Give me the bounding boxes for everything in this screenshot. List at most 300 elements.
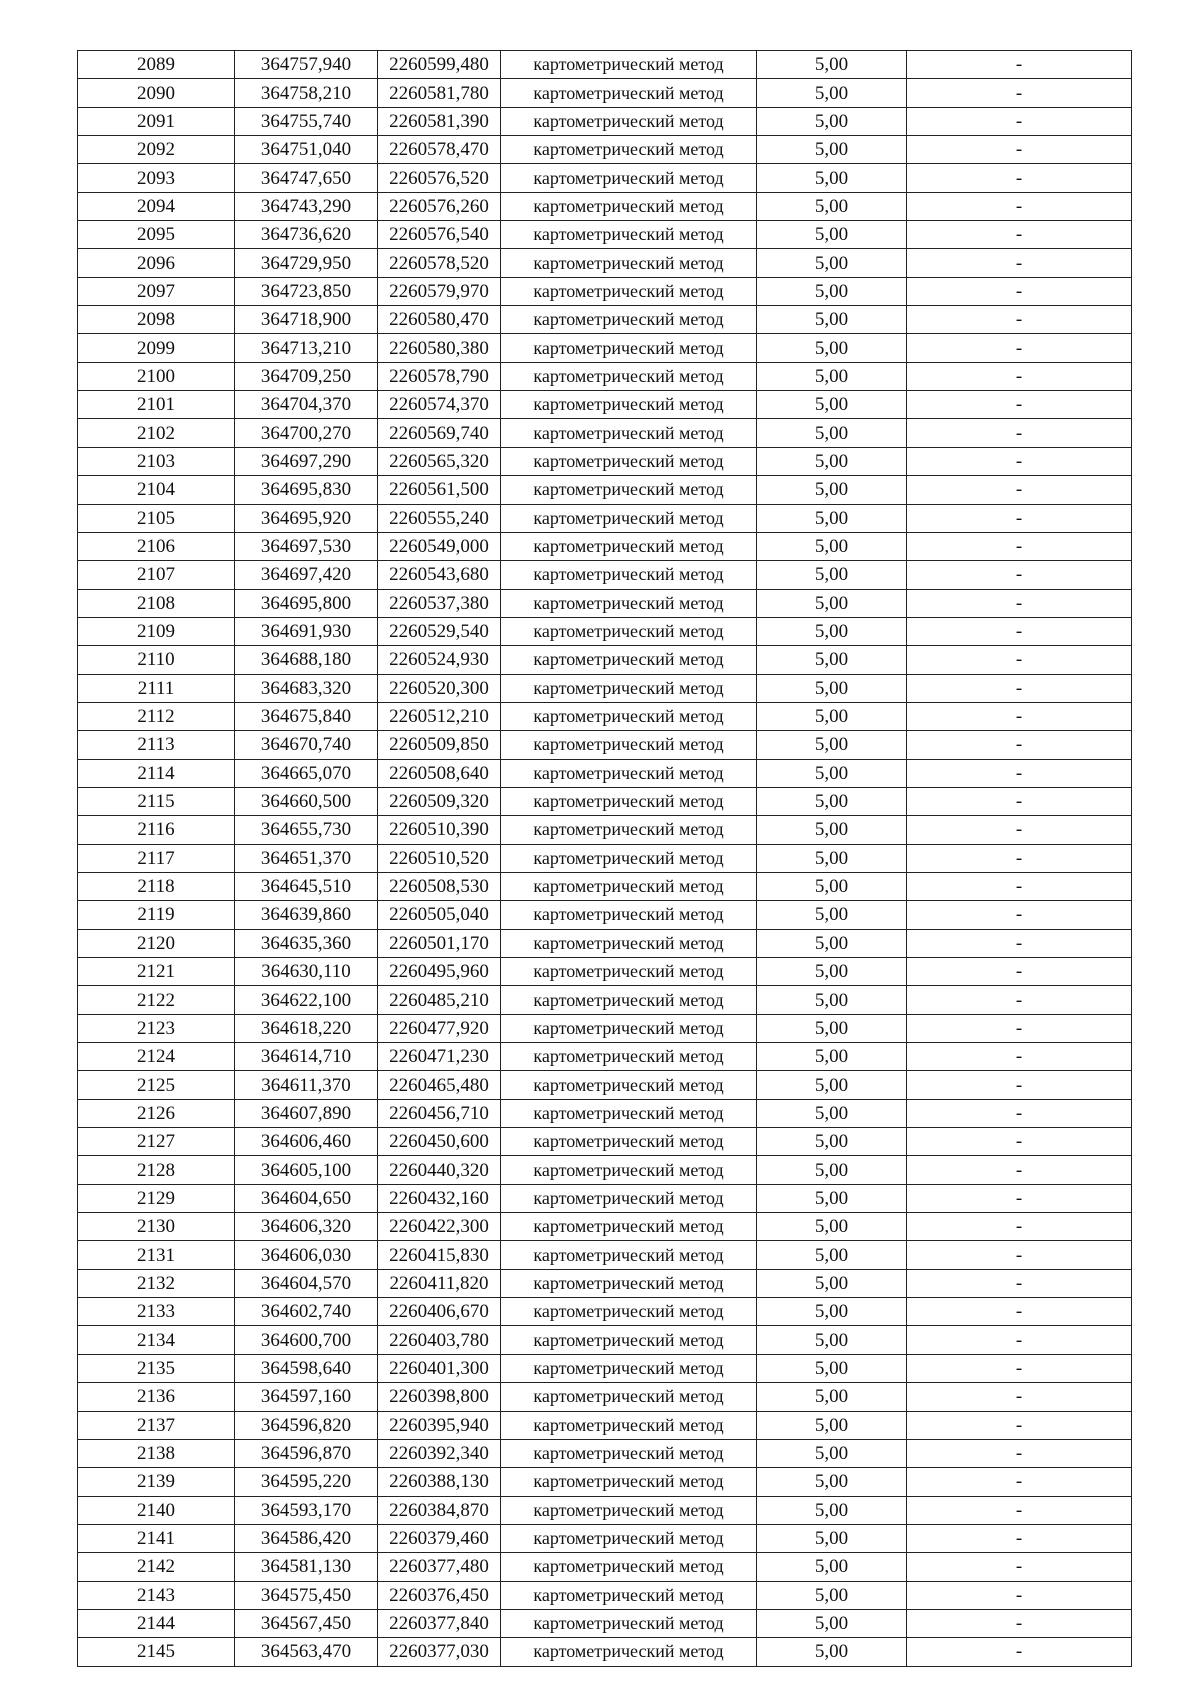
- description-cell: -: [907, 164, 1132, 192]
- y-coordinate-cell: 2260565,320: [378, 447, 501, 475]
- point-number-cell: 2138: [78, 1439, 235, 1467]
- description-cell: -: [907, 958, 1132, 986]
- accuracy-cell: 5,00: [757, 787, 907, 815]
- method-cell: картометрический метод: [501, 249, 757, 277]
- table-row: [78, 362, 1132, 390]
- x-coordinate-cell: 364697,530: [235, 532, 378, 560]
- x-coordinate-cell: 364683,320: [235, 674, 378, 702]
- y-coordinate-cell: 2260509,850: [378, 731, 501, 759]
- method-cell: картометрический метод: [501, 1468, 757, 1496]
- y-coordinate-cell: 2260580,380: [378, 334, 501, 362]
- x-coordinate-cell: 364695,800: [235, 589, 378, 617]
- table-row: [78, 1383, 1132, 1411]
- point-number-cell: 2103: [78, 447, 235, 475]
- accuracy-cell: 5,00: [757, 901, 907, 929]
- description-cell: -: [907, 476, 1132, 504]
- y-coordinate-cell: 2260377,840: [378, 1609, 501, 1637]
- method-cell: картометрический метод: [501, 532, 757, 560]
- accuracy-cell: 5,00: [757, 1298, 907, 1326]
- description-cell: -: [907, 504, 1132, 532]
- accuracy-cell: 5,00: [757, 986, 907, 1014]
- y-coordinate-cell: 2260508,640: [378, 759, 501, 787]
- point-number-cell: 2121: [78, 958, 235, 986]
- accuracy-cell: 5,00: [757, 929, 907, 957]
- point-number-cell: 2135: [78, 1354, 235, 1382]
- point-number-cell: 2119: [78, 901, 235, 929]
- method-cell: картометрический метод: [501, 1439, 757, 1467]
- accuracy-cell: 5,00: [757, 1014, 907, 1042]
- method-cell: картометрический метод: [501, 787, 757, 815]
- accuracy-cell: 5,00: [757, 589, 907, 617]
- y-coordinate-cell: 2260495,960: [378, 958, 501, 986]
- method-cell: картометрический метод: [501, 164, 757, 192]
- table-row: [78, 1326, 1132, 1354]
- accuracy-cell: 5,00: [757, 1638, 907, 1666]
- y-coordinate-cell: 2260581,780: [378, 79, 501, 107]
- description-cell: -: [907, 1468, 1132, 1496]
- description-cell: -: [907, 136, 1132, 164]
- accuracy-cell: 5,00: [757, 1524, 907, 1552]
- point-number-cell: 2096: [78, 249, 235, 277]
- y-coordinate-cell: 2260524,930: [378, 646, 501, 674]
- y-coordinate-cell: 2260432,160: [378, 1184, 501, 1212]
- description-cell: -: [907, 872, 1132, 900]
- y-coordinate-cell: 2260485,210: [378, 986, 501, 1014]
- y-coordinate-cell: 2260578,470: [378, 136, 501, 164]
- table-row: [78, 107, 1132, 135]
- description-cell: -: [907, 561, 1132, 589]
- x-coordinate-cell: 364660,500: [235, 787, 378, 815]
- method-cell: картометрический метод: [501, 1014, 757, 1042]
- method-cell: картометрический метод: [501, 731, 757, 759]
- description-cell: -: [907, 1184, 1132, 1212]
- description-cell: -: [907, 646, 1132, 674]
- y-coordinate-cell: 2260376,450: [378, 1581, 501, 1609]
- x-coordinate-cell: 364670,740: [235, 731, 378, 759]
- x-coordinate-cell: 364645,510: [235, 872, 378, 900]
- method-cell: картометрический метод: [501, 1043, 757, 1071]
- table-row: [78, 1298, 1132, 1326]
- method-cell: картометрический метод: [501, 476, 757, 504]
- description-cell: -: [907, 1553, 1132, 1581]
- x-coordinate-cell: 364622,100: [235, 986, 378, 1014]
- accuracy-cell: 5,00: [757, 107, 907, 135]
- point-number-cell: 2140: [78, 1496, 235, 1524]
- x-coordinate-cell: 364755,740: [235, 107, 378, 135]
- x-coordinate-cell: 364743,290: [235, 192, 378, 220]
- description-cell: -: [907, 731, 1132, 759]
- point-number-cell: 2097: [78, 277, 235, 305]
- accuracy-cell: 5,00: [757, 759, 907, 787]
- description-cell: -: [907, 1298, 1132, 1326]
- table-row: [78, 617, 1132, 645]
- method-cell: картометрический метод: [501, 1156, 757, 1184]
- accuracy-cell: 5,00: [757, 1326, 907, 1354]
- x-coordinate-cell: 364595,220: [235, 1468, 378, 1496]
- point-number-cell: 2106: [78, 532, 235, 560]
- point-number-cell: 2127: [78, 1128, 235, 1156]
- x-coordinate-cell: 364723,850: [235, 277, 378, 305]
- x-coordinate-cell: 364655,730: [235, 816, 378, 844]
- x-coordinate-cell: 364691,930: [235, 617, 378, 645]
- x-coordinate-cell: 364611,370: [235, 1071, 378, 1099]
- description-cell: -: [907, 1071, 1132, 1099]
- table-row: [78, 816, 1132, 844]
- accuracy-cell: 5,00: [757, 1354, 907, 1382]
- point-number-cell: 2122: [78, 986, 235, 1014]
- x-coordinate-cell: 364635,360: [235, 929, 378, 957]
- table-row: [78, 79, 1132, 107]
- x-coordinate-cell: 364605,100: [235, 1156, 378, 1184]
- point-number-cell: 2144: [78, 1609, 235, 1637]
- point-number-cell: 2145: [78, 1638, 235, 1666]
- description-cell: -: [907, 1609, 1132, 1637]
- description-cell: -: [907, 787, 1132, 815]
- table-row: [78, 221, 1132, 249]
- table-row: [78, 192, 1132, 220]
- description-cell: -: [907, 1099, 1132, 1127]
- table-row: [78, 391, 1132, 419]
- method-cell: картометрический метод: [501, 958, 757, 986]
- point-number-cell: 2139: [78, 1468, 235, 1496]
- method-cell: картометрический метод: [501, 1241, 757, 1269]
- coordinates-table: [77, 50, 1132, 1667]
- accuracy-cell: 5,00: [757, 731, 907, 759]
- table-row: [78, 561, 1132, 589]
- table-row: [78, 787, 1132, 815]
- y-coordinate-cell: 2260569,740: [378, 419, 501, 447]
- method-cell: картометрический метод: [501, 1298, 757, 1326]
- table-row: [78, 334, 1132, 362]
- accuracy-cell: 5,00: [757, 1128, 907, 1156]
- method-cell: картометрический метод: [501, 1128, 757, 1156]
- description-cell: -: [907, 419, 1132, 447]
- x-coordinate-cell: 364675,840: [235, 702, 378, 730]
- accuracy-cell: 5,00: [757, 872, 907, 900]
- y-coordinate-cell: 2260465,480: [378, 1071, 501, 1099]
- description-cell: -: [907, 1411, 1132, 1439]
- accuracy-cell: 5,00: [757, 504, 907, 532]
- description-cell: -: [907, 759, 1132, 787]
- point-number-cell: 2143: [78, 1581, 235, 1609]
- point-number-cell: 2133: [78, 1298, 235, 1326]
- description-cell: -: [907, 1128, 1132, 1156]
- description-cell: -: [907, 589, 1132, 617]
- x-coordinate-cell: 364607,890: [235, 1099, 378, 1127]
- table-row: [78, 759, 1132, 787]
- description-cell: -: [907, 192, 1132, 220]
- y-coordinate-cell: 2260576,520: [378, 164, 501, 192]
- point-number-cell: 2094: [78, 192, 235, 220]
- description-cell: -: [907, 277, 1132, 305]
- y-coordinate-cell: 2260579,970: [378, 277, 501, 305]
- table-row: [78, 958, 1132, 986]
- accuracy-cell: 5,00: [757, 1439, 907, 1467]
- y-coordinate-cell: 2260406,670: [378, 1298, 501, 1326]
- x-coordinate-cell: 364757,940: [235, 51, 378, 79]
- point-number-cell: 2092: [78, 136, 235, 164]
- description-cell: -: [907, 844, 1132, 872]
- y-coordinate-cell: 2260377,480: [378, 1553, 501, 1581]
- accuracy-cell: 5,00: [757, 1383, 907, 1411]
- y-coordinate-cell: 2260505,040: [378, 901, 501, 929]
- y-coordinate-cell: 2260392,340: [378, 1439, 501, 1467]
- table-row: [78, 986, 1132, 1014]
- table-row: [78, 1184, 1132, 1212]
- description-cell: -: [907, 1043, 1132, 1071]
- accuracy-cell: 5,00: [757, 249, 907, 277]
- description-cell: -: [907, 1269, 1132, 1297]
- y-coordinate-cell: 2260580,470: [378, 306, 501, 334]
- method-cell: картометрический метод: [501, 929, 757, 957]
- point-number-cell: 2117: [78, 844, 235, 872]
- table-row: [78, 1354, 1132, 1382]
- accuracy-cell: 5,00: [757, 306, 907, 334]
- point-number-cell: 2100: [78, 362, 235, 390]
- x-coordinate-cell: 364718,900: [235, 306, 378, 334]
- y-coordinate-cell: 2260512,210: [378, 702, 501, 730]
- description-cell: -: [907, 986, 1132, 1014]
- description-cell: -: [907, 447, 1132, 475]
- method-cell: картометрический метод: [501, 702, 757, 730]
- x-coordinate-cell: 364567,450: [235, 1609, 378, 1637]
- accuracy-cell: 5,00: [757, 1581, 907, 1609]
- method-cell: картометрический метод: [501, 136, 757, 164]
- method-cell: картометрический метод: [501, 589, 757, 617]
- method-cell: картометрический метод: [501, 1609, 757, 1637]
- table-row: [78, 1156, 1132, 1184]
- table-row: [78, 674, 1132, 702]
- description-cell: -: [907, 929, 1132, 957]
- point-number-cell: 2134: [78, 1326, 235, 1354]
- accuracy-cell: 5,00: [757, 391, 907, 419]
- accuracy-cell: 5,00: [757, 192, 907, 220]
- method-cell: картометрический метод: [501, 51, 757, 79]
- accuracy-cell: 5,00: [757, 1468, 907, 1496]
- method-cell: картометрический метод: [501, 79, 757, 107]
- y-coordinate-cell: 2260599,480: [378, 51, 501, 79]
- description-cell: -: [907, 1581, 1132, 1609]
- y-coordinate-cell: 2260477,920: [378, 1014, 501, 1042]
- x-coordinate-cell: 364729,950: [235, 249, 378, 277]
- table-row: [78, 929, 1132, 957]
- y-coordinate-cell: 2260549,000: [378, 532, 501, 560]
- y-coordinate-cell: 2260509,320: [378, 787, 501, 815]
- table-row: [78, 1241, 1132, 1269]
- accuracy-cell: 5,00: [757, 646, 907, 674]
- accuracy-cell: 5,00: [757, 1241, 907, 1269]
- point-number-cell: 2098: [78, 306, 235, 334]
- y-coordinate-cell: 2260578,790: [378, 362, 501, 390]
- accuracy-cell: 5,00: [757, 1071, 907, 1099]
- method-cell: картометрический метод: [501, 334, 757, 362]
- x-coordinate-cell: 364606,030: [235, 1241, 378, 1269]
- accuracy-cell: 5,00: [757, 958, 907, 986]
- method-cell: картометрический метод: [501, 1383, 757, 1411]
- description-cell: -: [907, 1638, 1132, 1666]
- table-row: [78, 1439, 1132, 1467]
- description-cell: -: [907, 79, 1132, 107]
- method-cell: картометрический метод: [501, 646, 757, 674]
- x-coordinate-cell: 364606,460: [235, 1128, 378, 1156]
- y-coordinate-cell: 2260377,030: [378, 1638, 501, 1666]
- x-coordinate-cell: 364606,320: [235, 1213, 378, 1241]
- point-number-cell: 2109: [78, 617, 235, 645]
- accuracy-cell: 5,00: [757, 1411, 907, 1439]
- accuracy-cell: 5,00: [757, 221, 907, 249]
- x-coordinate-cell: 364581,130: [235, 1553, 378, 1581]
- description-cell: -: [907, 1326, 1132, 1354]
- method-cell: картометрический метод: [501, 391, 757, 419]
- method-cell: картометрический метод: [501, 1496, 757, 1524]
- point-number-cell: 2102: [78, 419, 235, 447]
- accuracy-cell: 5,00: [757, 1043, 907, 1071]
- point-number-cell: 2105: [78, 504, 235, 532]
- accuracy-cell: 5,00: [757, 617, 907, 645]
- accuracy-cell: 5,00: [757, 1496, 907, 1524]
- point-number-cell: 2115: [78, 787, 235, 815]
- point-number-cell: 2125: [78, 1071, 235, 1099]
- method-cell: картометрический метод: [501, 1581, 757, 1609]
- x-coordinate-cell: 364639,860: [235, 901, 378, 929]
- point-number-cell: 2113: [78, 731, 235, 759]
- table-row: [78, 136, 1132, 164]
- y-coordinate-cell: 2260456,710: [378, 1099, 501, 1127]
- description-cell: -: [907, 391, 1132, 419]
- point-number-cell: 2116: [78, 816, 235, 844]
- point-number-cell: 2107: [78, 561, 235, 589]
- y-coordinate-cell: 2260398,800: [378, 1383, 501, 1411]
- method-cell: картометрический метод: [501, 1524, 757, 1552]
- point-number-cell: 2137: [78, 1411, 235, 1439]
- description-cell: -: [907, 107, 1132, 135]
- table-row: [78, 731, 1132, 759]
- table-row: [78, 1269, 1132, 1297]
- description-cell: -: [907, 306, 1132, 334]
- table-row: [78, 901, 1132, 929]
- point-number-cell: 2093: [78, 164, 235, 192]
- method-cell: картометрический метод: [501, 561, 757, 589]
- point-number-cell: 2136: [78, 1383, 235, 1411]
- description-cell: -: [907, 674, 1132, 702]
- method-cell: картометрический метод: [501, 362, 757, 390]
- point-number-cell: 2128: [78, 1156, 235, 1184]
- y-coordinate-cell: 2260576,260: [378, 192, 501, 220]
- x-coordinate-cell: 364713,210: [235, 334, 378, 362]
- table-row: [78, 164, 1132, 192]
- x-coordinate-cell: 364751,040: [235, 136, 378, 164]
- y-coordinate-cell: 2260403,780: [378, 1326, 501, 1354]
- y-coordinate-cell: 2260543,680: [378, 561, 501, 589]
- method-cell: картометрический метод: [501, 617, 757, 645]
- method-cell: картометрический метод: [501, 1326, 757, 1354]
- x-coordinate-cell: 364688,180: [235, 646, 378, 674]
- y-coordinate-cell: 2260537,380: [378, 589, 501, 617]
- y-coordinate-cell: 2260388,130: [378, 1468, 501, 1496]
- point-number-cell: 2111: [78, 674, 235, 702]
- x-coordinate-cell: 364586,420: [235, 1524, 378, 1552]
- x-coordinate-cell: 364618,220: [235, 1014, 378, 1042]
- point-number-cell: 2095: [78, 221, 235, 249]
- description-cell: -: [907, 1156, 1132, 1184]
- x-coordinate-cell: 364736,620: [235, 221, 378, 249]
- x-coordinate-cell: 364597,160: [235, 1383, 378, 1411]
- table-row: [78, 1581, 1132, 1609]
- method-cell: картометрический метод: [501, 1354, 757, 1382]
- method-cell: картометрический метод: [501, 986, 757, 1014]
- method-cell: картометрический метод: [501, 192, 757, 220]
- description-cell: -: [907, 532, 1132, 560]
- description-cell: -: [907, 617, 1132, 645]
- method-cell: картометрический метод: [501, 1071, 757, 1099]
- table-row: [78, 504, 1132, 532]
- table-row: [78, 1468, 1132, 1496]
- point-number-cell: 2131: [78, 1241, 235, 1269]
- y-coordinate-cell: 2260578,520: [378, 249, 501, 277]
- table-row: [78, 1043, 1132, 1071]
- table-row: [78, 476, 1132, 504]
- y-coordinate-cell: 2260581,390: [378, 107, 501, 135]
- method-cell: картометрический метод: [501, 1553, 757, 1581]
- accuracy-cell: 5,00: [757, 277, 907, 305]
- method-cell: картометрический метод: [501, 107, 757, 135]
- description-cell: -: [907, 1014, 1132, 1042]
- point-number-cell: 2142: [78, 1553, 235, 1581]
- table-row: [78, 1099, 1132, 1127]
- point-number-cell: 2104: [78, 476, 235, 504]
- description-cell: -: [907, 1213, 1132, 1241]
- method-cell: картометрический метод: [501, 674, 757, 702]
- table-row: [78, 306, 1132, 334]
- accuracy-cell: 5,00: [757, 1213, 907, 1241]
- accuracy-cell: 5,00: [757, 1099, 907, 1127]
- table-row: [78, 419, 1132, 447]
- description-cell: -: [907, 1241, 1132, 1269]
- y-coordinate-cell: 2260471,230: [378, 1043, 501, 1071]
- method-cell: картометрический метод: [501, 447, 757, 475]
- x-coordinate-cell: 364651,370: [235, 844, 378, 872]
- y-coordinate-cell: 2260415,830: [378, 1241, 501, 1269]
- accuracy-cell: 5,00: [757, 476, 907, 504]
- method-cell: картометрический метод: [501, 419, 757, 447]
- x-coordinate-cell: 364593,170: [235, 1496, 378, 1524]
- table-row: [78, 589, 1132, 617]
- method-cell: картометрический метод: [501, 1099, 757, 1127]
- point-number-cell: 2130: [78, 1213, 235, 1241]
- y-coordinate-cell: 2260574,370: [378, 391, 501, 419]
- point-number-cell: 2118: [78, 872, 235, 900]
- x-coordinate-cell: 364697,420: [235, 561, 378, 589]
- point-number-cell: 2090: [78, 79, 235, 107]
- description-cell: -: [907, 816, 1132, 844]
- table-row: [78, 1496, 1132, 1524]
- x-coordinate-cell: 364596,820: [235, 1411, 378, 1439]
- point-number-cell: 2091: [78, 107, 235, 135]
- description-cell: -: [907, 51, 1132, 79]
- point-number-cell: 2120: [78, 929, 235, 957]
- accuracy-cell: 5,00: [757, 419, 907, 447]
- method-cell: картометрический метод: [501, 816, 757, 844]
- description-cell: -: [907, 1439, 1132, 1467]
- table-row: [78, 1014, 1132, 1042]
- accuracy-cell: 5,00: [757, 136, 907, 164]
- description-cell: -: [907, 901, 1132, 929]
- table-row: [78, 249, 1132, 277]
- y-coordinate-cell: 2260401,300: [378, 1354, 501, 1382]
- point-number-cell: 2110: [78, 646, 235, 674]
- point-number-cell: 2126: [78, 1099, 235, 1127]
- accuracy-cell: 5,00: [757, 561, 907, 589]
